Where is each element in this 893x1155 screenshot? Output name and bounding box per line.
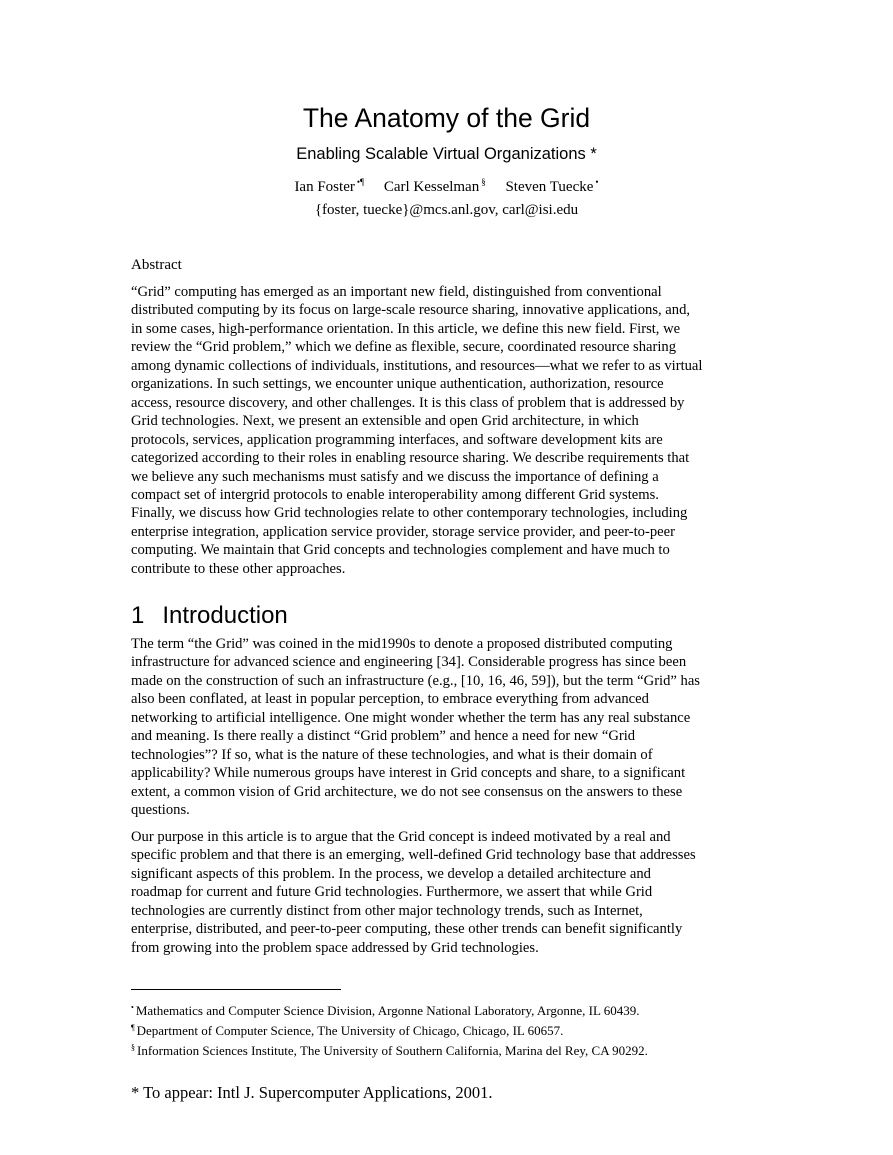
author-list (0, 172, 893, 197)
text-line: infrastructure for advanced science and engineering [34]. Considerable progress has since been (131, 654, 687, 671)
text-line: enterprise, distributed, and peer-to-peer computing, these other trends can benefit significantly (131, 921, 683, 938)
text-line: contribute to these other approaches. (131, 560, 346, 577)
author-emails: {foster, tuecke}@mcs.anl.gov, carl@isi.edu (314, 202, 579, 218)
paper-subtitle: Enabling Scalable Virtual Organizations * (296, 145, 597, 163)
abstract-body (131, 283, 763, 578)
footnote-text: Information Sciences Institute, The University of Southern California, Marina del Rey, CA 90292. (137, 1043, 648, 1058)
author-affiliation-mark: • (595, 177, 599, 187)
text-line: The term “the Grid” was coined in the mid1990s to denote a proposed distributed computing (131, 636, 673, 652)
footnotes (131, 999, 771, 1059)
intro-paragraph-1 (131, 635, 763, 820)
text-line: among dynamic collections of individuals, institutions, and resources—what we refer to as virtual (131, 357, 703, 374)
author-name: Steven Tuecke (505, 179, 594, 195)
footnote-text: Department of Computer Science, The University of Chicago, Chicago, IL 60657. (136, 1023, 564, 1038)
author-tuecke (505, 172, 598, 197)
footnote-text: Mathematics and Computer Science Division, Argonne National Laboratory, Argonne, IL 60439. (135, 1003, 640, 1018)
abstract-heading: Abstract (131, 257, 182, 273)
text-line: made on the construction of such an infrastructure (e.g., [10, 16, 46, 59]), but the term “Grid” has (131, 672, 700, 689)
text-line: questions. (131, 802, 190, 819)
footnote-divider (131, 989, 341, 990)
section-heading-introduction (131, 601, 288, 631)
text-line: extent, a common vision of Grid architecture, we do not see consensus on the answers to these (131, 783, 683, 800)
text-line: distributed computing by its focus on large-scale resource sharing, innovative applications, and, (131, 302, 691, 319)
footnote-mark: § (131, 1043, 135, 1052)
text-line: specific problem and that there is an emerging, well-defined Grid technology base that addresses (131, 847, 696, 864)
intro-paragraph-2 (131, 828, 763, 957)
text-line: networking to artificial intelligence. One might wonder whether the term has any real substance (131, 709, 691, 726)
section-number: 1 (131, 602, 145, 629)
footnote-mark: • (131, 1003, 134, 1012)
paper-title: The Anatomy of the Grid (302, 103, 591, 133)
text-line: Our purpose in this article is to argue that the Grid concept is indeed motivated by a real and (131, 829, 671, 845)
text-line: technologies”? If so, what is the nature of these technologies, and what is their domain of (131, 746, 653, 763)
author-name: Ian Foster (294, 179, 355, 195)
footnote-argonne (131, 999, 771, 1019)
author-kesselman (384, 172, 486, 197)
text-line: also been conflated, at least in popular perception, to embrace everything from advanced (131, 691, 649, 708)
text-line: we believe any such mechanisms must satisfy and we discuss the importance of defining a (131, 468, 659, 485)
text-line: compact set of intergrid protocols to enable interoperability among different Grid systems. (131, 486, 659, 503)
text-line: review the “Grid problem,” which we define as flexible, secure, coordinated resource sharing (131, 339, 677, 356)
text-line: categorized according to their roles in enabling resource sharing. We describe requirements that (131, 450, 690, 467)
section-title: Introduction (162, 602, 288, 629)
text-line: enterprise integration, application service provider, storage service provider, and peer-to-peer (131, 523, 675, 540)
author-affiliation-mark: •¶ (356, 177, 365, 187)
text-line: roadmap for current and future Grid technologies. Furthermore, we assert that while Grid (131, 884, 653, 901)
text-line: applicability? While numerous groups have interest in Grid concepts and share, to a significant (131, 765, 686, 782)
text-line: Finally, we discuss how Grid technologies relate to other contemporary technologies, including (131, 505, 688, 522)
author-foster (294, 172, 364, 197)
author-affiliation-mark: § (481, 177, 486, 187)
author-name: Carl Kesselman (383, 179, 480, 195)
footnote-mark: ¶ (131, 1023, 135, 1032)
text-line: “Grid” computing has emerged as an important new field, distinguished from conventional (131, 284, 662, 300)
publication-note: * To appear: Intl J. Supercomputer Applications, 2001. (131, 1083, 493, 1102)
text-line: access, resource discovery, and other challenges. It is this class of problem that is addressed by (131, 394, 685, 411)
text-line: significant aspects of this problem. In the process, we develop a detailed architecture and (131, 865, 651, 882)
text-line: organizations. In such settings, we encounter unique authentication, authorization, resource (131, 376, 664, 393)
text-line: Grid technologies. Next, we present an extensible and open Grid architecture, in which (131, 413, 639, 430)
text-line: from growing into the problem space addressed by Grid technologies. (131, 939, 539, 956)
text-line: technologies are currently distinct from other major technology trends, such as Internet, (131, 902, 643, 919)
text-line: and meaning. Is there really a distinct “Grid problem” and hence a need for new “Grid (131, 728, 636, 745)
footnote-usc (131, 1039, 771, 1059)
footnote-chicago (131, 1019, 771, 1039)
text-line: in some cases, high-performance orientation. In this article, we define this new field. First, we (131, 320, 681, 337)
text-line: protocols, services, application programming interfaces, and software development kits are (131, 431, 663, 448)
text-line: computing. We maintain that Grid concepts and technologies complement and have much to (131, 542, 670, 559)
